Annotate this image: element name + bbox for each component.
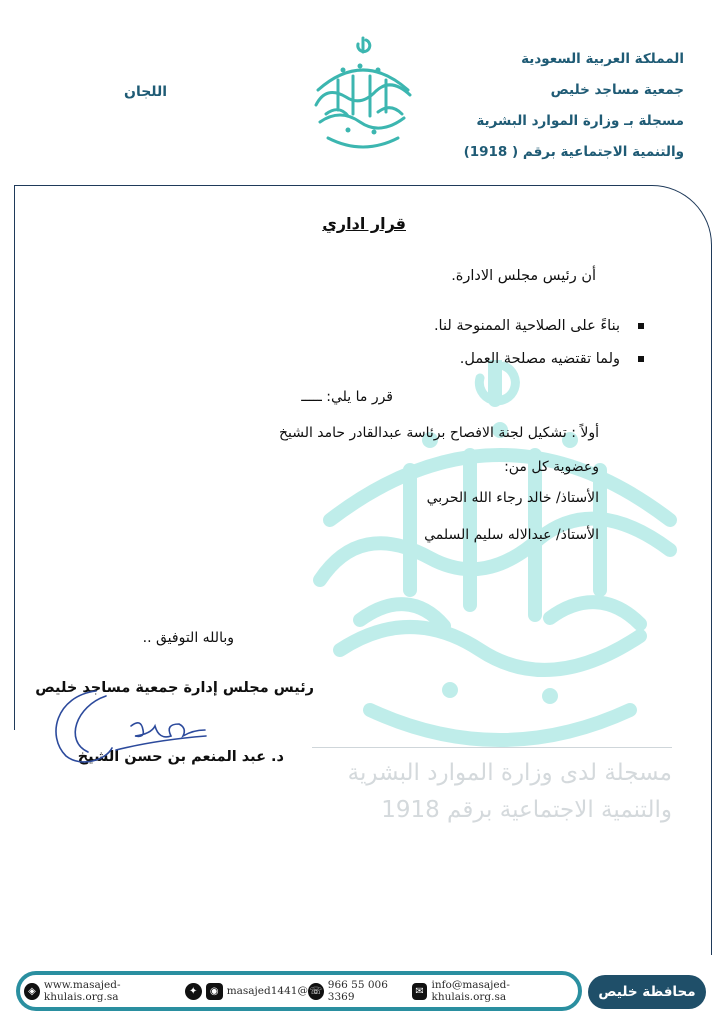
org-line-registration: والتنمية الاجتماعية برقم ( 1918): [463, 144, 684, 160]
watermark-line-ministry: مسجلة لدى وزارة الموارد البشرية: [347, 760, 672, 786]
email-address[interactable]: info@masajed-khulais.org.sa: [431, 979, 510, 1003]
email-item[interactable]: [412, 979, 574, 1003]
intro-line: أن رئيس مجلس الادارة.: [451, 268, 596, 284]
member-2: الأستاذ/ عبدالاله سليم السلمي: [424, 527, 599, 543]
contact-footer: [16, 971, 582, 1011]
department-label: اللجان: [124, 84, 168, 100]
member-1: الأستاذ/ خالد رجاء الله الحربي: [426, 490, 599, 506]
city-badge: محافظة خليص: [588, 975, 706, 1009]
website-link[interactable]: www.masajed-khulais.org.sa: [43, 979, 121, 1003]
signer-title: رئيس مجلس إدارة جمعية مساجد خليص: [35, 680, 314, 696]
org-line-name: جمعية مساجد خليص: [550, 82, 684, 98]
watermark-line-registration: والتنمية الاجتماعية برقم 1918: [381, 797, 672, 823]
globe-icon: ◈: [24, 983, 40, 1000]
first-clause: أولاً : تشكيل لجنة الافصاح برئاسة عبدالقادر حامد الشيخ: [278, 425, 599, 441]
document-title: قرار اداري: [322, 214, 406, 233]
instagram-icon: ◉: [206, 983, 223, 1000]
whatsapp-icon: ☏: [308, 983, 324, 1000]
email-icon: ✉: [412, 983, 428, 1000]
social-handle[interactable]: masajed1441@: [226, 985, 308, 997]
org-line-ministry: مسجلة بـ وزارة الموارد البشرية: [476, 113, 684, 129]
social-item[interactable]: [185, 983, 308, 1000]
phone-item[interactable]: [308, 979, 412, 1003]
handwritten-signature: [36, 686, 236, 776]
closing-line: وبالله التوفيق ..: [142, 630, 234, 646]
website-item[interactable]: [24, 979, 185, 1003]
decided-line: قرر ما يلي: ـــــ: [301, 389, 393, 405]
signer-name: د. عبد المنعم بن حسن الشيخ: [77, 749, 284, 765]
phone-number[interactable]: 966 55 006 3369: [327, 979, 388, 1003]
list-item: ولما تقتضيه مصلحة العمل.: [434, 343, 646, 376]
twitter-icon: ✦: [185, 983, 202, 1000]
membership-line: وعضوية كل من:: [504, 459, 599, 475]
org-line-country: المملكة العربية السعودية: [521, 51, 684, 67]
justification-list: [434, 310, 646, 376]
list-item: بناءً على الصلاحية الممنوحة لنا.: [434, 310, 646, 343]
